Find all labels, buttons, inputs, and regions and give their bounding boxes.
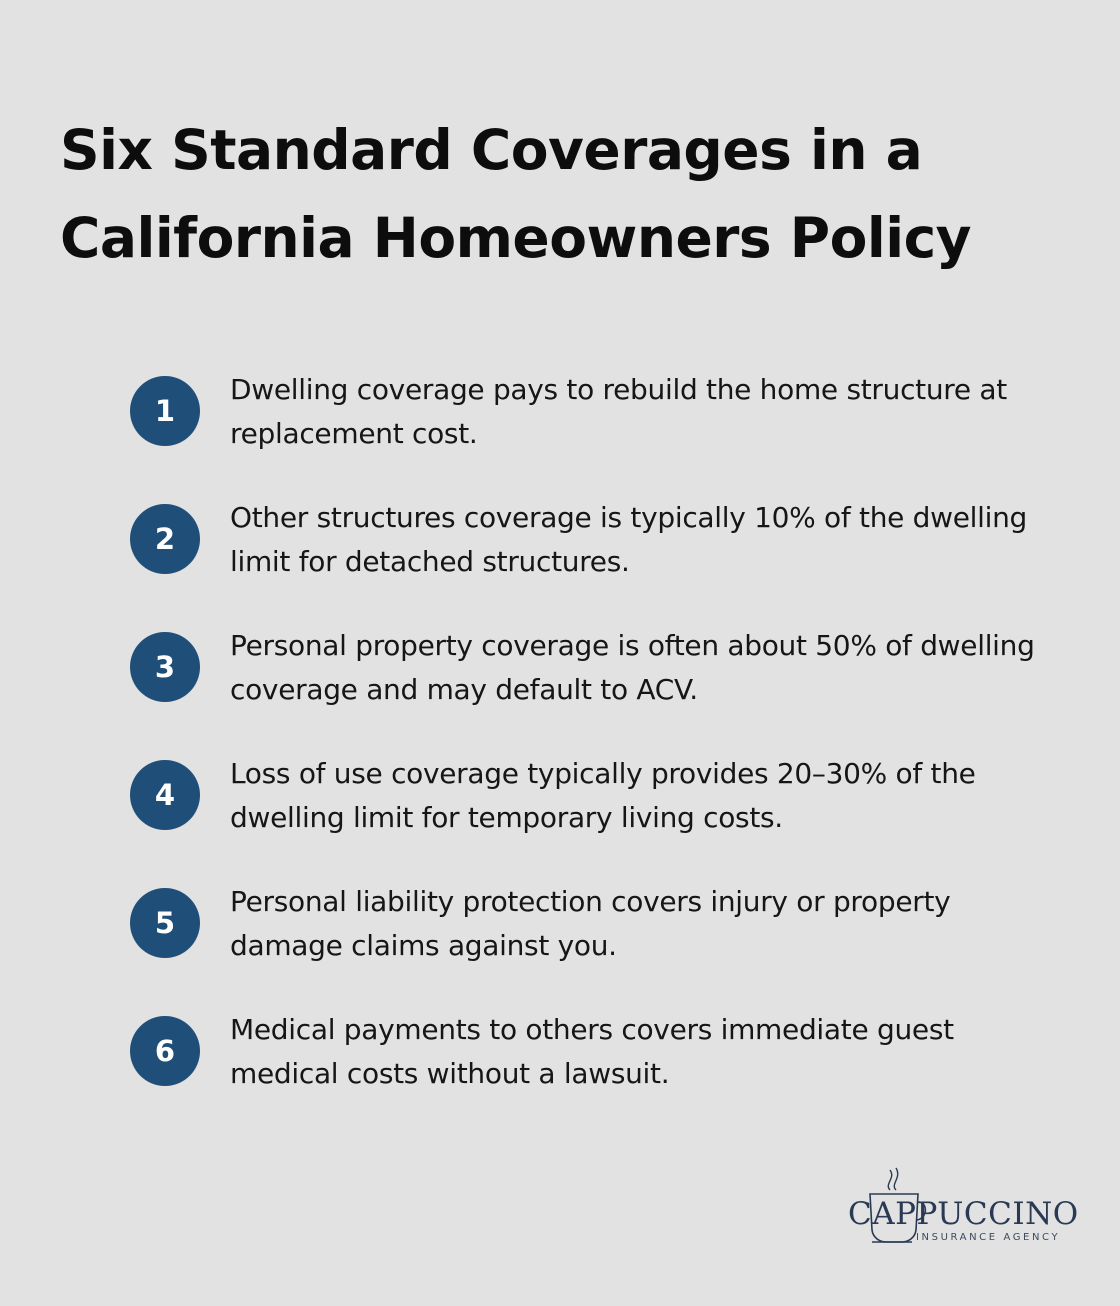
page-title-line-1: Six Standard Coverages in a	[60, 118, 923, 182]
list-item	[130, 624, 1050, 752]
list-item	[130, 1008, 1050, 1136]
number-badge: 2	[130, 504, 200, 574]
list-item	[130, 368, 1050, 496]
coverage-description: Other structures coverage is typically 10% of the dwelling limit for detached structures.	[230, 501, 1028, 578]
coverage-description: Dwelling coverage pays to rebuild the home structure at replacement cost.	[230, 373, 1007, 450]
coverage-description: Personal liability protection covers injury or property damage claims against you.	[230, 885, 951, 962]
page-title	[60, 106, 1060, 282]
number-badge: 3	[130, 632, 200, 702]
coverage-description: Personal property coverage is often about 50% of dwelling coverage and may default to ACV.	[230, 629, 1035, 706]
agency-logo	[846, 1162, 1079, 1252]
number-badge: 6	[130, 1016, 200, 1086]
coverage-description: Loss of use coverage typically provides 20–30% of the dwelling limit for temporary living costs.	[230, 757, 976, 834]
coverage-list	[130, 368, 1050, 1136]
number-badge: 1	[130, 376, 200, 446]
logo-wordmark: CAPPUCCINO	[848, 1196, 1079, 1232]
coverage-description: Medical payments to others covers immediate guest medical costs without a lawsuit.	[230, 1013, 954, 1090]
logo-tagline: INSURANCE AGENCY	[916, 1232, 1061, 1243]
page-title-line-2: California Homeowners Policy	[60, 206, 972, 270]
list-item	[130, 752, 1050, 880]
number-badge: 5	[130, 888, 200, 958]
number-badge: 4	[130, 760, 200, 830]
list-item	[130, 880, 1050, 1008]
list-item	[130, 496, 1050, 624]
